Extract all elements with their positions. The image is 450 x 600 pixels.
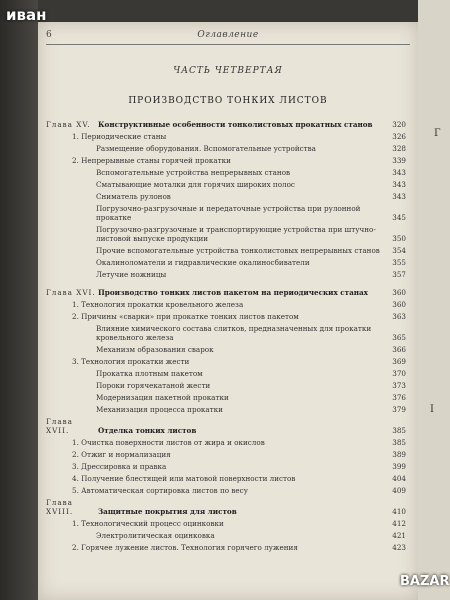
toc-page-number: 360 bbox=[392, 300, 406, 309]
toc-page-number: 343 bbox=[392, 168, 406, 177]
toc-page-number: 320 bbox=[392, 120, 406, 129]
toc-page-number: 410 bbox=[392, 507, 406, 516]
toc-entry-text: 3. Дрессировка и правка bbox=[72, 462, 167, 471]
toc-chapter-row bbox=[46, 417, 406, 435]
toc-page-number: 399 bbox=[392, 462, 406, 471]
toc-page-number: 365 bbox=[392, 333, 406, 342]
table-of-contents bbox=[46, 120, 406, 555]
toc-page-number: 385 bbox=[392, 438, 406, 447]
toc-page-number: 376 bbox=[392, 393, 406, 402]
toc-entry-row bbox=[46, 462, 406, 471]
toc-entry-row bbox=[46, 156, 406, 165]
chapter-label: Глава XVIII. bbox=[46, 498, 74, 516]
toc-page-number: 343 bbox=[392, 180, 406, 189]
page-number: 6 bbox=[46, 30, 52, 40]
adjacent-page-fragment: I bbox=[430, 404, 434, 415]
toc-chapter-row bbox=[46, 498, 406, 516]
toc-entry-row bbox=[46, 450, 406, 459]
toc-entry-text: 2. Причины «сварки» при прокатке тонких листов пакетом bbox=[72, 312, 299, 321]
book-binding-shadow bbox=[0, 0, 38, 600]
toc-entry-row bbox=[46, 357, 406, 366]
toc-entry-row bbox=[46, 474, 406, 483]
chapter-name: Отделка тонких листов bbox=[98, 426, 197, 435]
toc-entry-row bbox=[46, 543, 406, 552]
toc-entry-row bbox=[46, 405, 406, 414]
toc-entry-text: Погрузочно-разгрузочные и транспортирующие устройства при штучно-листовой выпуске продукции bbox=[96, 225, 376, 243]
toc-page-number: 421 bbox=[392, 531, 406, 540]
toc-entry-text: 5. Автоматическая сортировка листов по весу bbox=[72, 486, 248, 495]
toc-entry-row bbox=[46, 180, 406, 189]
toc-entry-text: Погрузочно-разгрузочные и передаточные устройства при рулонной прокатке bbox=[96, 204, 361, 222]
toc-entry-row bbox=[46, 519, 406, 528]
toc-page-number: 363 bbox=[392, 312, 406, 321]
toc-entry-text: 1. Очистка поверхности листов от жира и окислов bbox=[72, 438, 265, 447]
toc-entry-text bbox=[46, 120, 384, 129]
watermark-text: иван bbox=[6, 6, 47, 24]
toc-page-number: 423 bbox=[392, 543, 406, 552]
toc-entry-row bbox=[46, 312, 406, 321]
chapter-label: Глава XVII. bbox=[46, 417, 73, 435]
toc-entry-row bbox=[46, 270, 406, 279]
toc-entry-text: 1. Периодические станы bbox=[72, 132, 167, 141]
toc-page-number: 409 bbox=[392, 486, 406, 495]
toc-entry-row bbox=[46, 168, 406, 177]
toc-entry-row bbox=[46, 381, 406, 390]
section-title: ПРОИЗВОДСТВО ТОНКИХ ЛИСТОВ bbox=[128, 96, 328, 106]
toc-entry-text: 2. Горячее лужение листов. Технология горячего лужения bbox=[72, 543, 298, 552]
toc-entry-text: Механизм образования сварок bbox=[96, 345, 214, 354]
toc-entry-text: 2. Отжиг и нормализация bbox=[72, 450, 171, 459]
toc-entry-row bbox=[46, 225, 406, 243]
toc-entry-row bbox=[46, 324, 406, 342]
toc-page-number: 389 bbox=[392, 450, 406, 459]
chapter-name: Конструктивные особенности тонколистовых прокатных станов bbox=[98, 120, 373, 129]
adjacent-page-fragment: Г bbox=[434, 128, 441, 139]
running-title: Оглавление bbox=[197, 30, 259, 40]
toc-page-number: 345 bbox=[392, 213, 406, 222]
chapter-label: Глава XVI. bbox=[46, 288, 96, 297]
toc-entry-text bbox=[46, 417, 384, 435]
toc-page-number: 366 bbox=[392, 345, 406, 354]
toc-page-number: 385 bbox=[392, 426, 406, 435]
toc-entry-text: Вспомогательные устройства непрерывных станов bbox=[96, 168, 291, 177]
toc-entry-text: Прокатка плотным пакетом bbox=[96, 369, 203, 378]
toc-entry-row bbox=[46, 204, 406, 222]
toc-entry-row bbox=[46, 438, 406, 447]
toc-entry-row bbox=[46, 300, 406, 309]
site-logo: BAZAR bbox=[400, 574, 450, 589]
toc-page-number: 326 bbox=[392, 132, 406, 141]
toc-entry-row bbox=[46, 132, 406, 141]
toc-page-number: 357 bbox=[392, 270, 406, 279]
toc-entry-row bbox=[46, 531, 406, 540]
toc-page-number: 339 bbox=[392, 156, 406, 165]
toc-chapter-row bbox=[46, 120, 406, 129]
toc-entry-row bbox=[46, 258, 406, 267]
chapter-name: Защитные покрытия для листов bbox=[98, 507, 237, 516]
toc-entry-text: 3. Технология прокатки жести bbox=[72, 357, 190, 366]
toc-page-number: 412 bbox=[392, 519, 406, 528]
toc-entry-text: Электролитическая оцинковка bbox=[96, 531, 215, 540]
toc-entry-text: Летучие ножницы bbox=[96, 270, 167, 279]
toc-page-number: 404 bbox=[392, 474, 406, 483]
toc-entry-row bbox=[46, 393, 406, 402]
toc-entry-row bbox=[46, 486, 406, 495]
toc-entry-text: 2. Непрерывные станы горячей прокатки bbox=[72, 156, 231, 165]
toc-page-number: 350 bbox=[392, 234, 406, 243]
toc-entry-text: Механизация процесса прокатки bbox=[96, 405, 223, 414]
toc-page-number: 343 bbox=[392, 192, 406, 201]
toc-entry-row bbox=[46, 192, 406, 201]
running-header bbox=[46, 28, 410, 45]
toc-entry-text: Сматывающие моталки для горячих широких полос bbox=[96, 180, 295, 189]
toc-page-number: 328 bbox=[392, 144, 406, 153]
chapter-label: Глава XV. bbox=[46, 120, 91, 129]
toc-entry-text: Прочие вспомогательные устройства тонколистовых непрерывных станов bbox=[96, 246, 380, 255]
toc-entry-text: 4. Получение блестящей или матовой поверхности листов bbox=[72, 474, 296, 483]
toc-entry-text bbox=[46, 498, 384, 516]
part-title: ЧАСТЬ ЧЕТВЕРТАЯ bbox=[173, 66, 283, 76]
toc-page-number: 369 bbox=[392, 357, 406, 366]
toc-entry-row bbox=[46, 369, 406, 378]
toc-entry-row bbox=[46, 345, 406, 354]
toc-entry-text bbox=[46, 288, 384, 297]
toc-entry-text: Окалиноломатели и гидравлические окалиносбиватели bbox=[96, 258, 310, 267]
toc-entry-row bbox=[46, 144, 406, 153]
adjacent-page bbox=[418, 0, 450, 600]
toc-page-number: 379 bbox=[392, 405, 406, 414]
toc-chapter-row bbox=[46, 288, 406, 297]
toc-page-number: 370 bbox=[392, 369, 406, 378]
toc-page-number: 355 bbox=[392, 258, 406, 267]
toc-entry-text: Сниматель рулонов bbox=[96, 192, 171, 201]
toc-entry-row bbox=[46, 246, 406, 255]
toc-page-number: 354 bbox=[392, 246, 406, 255]
chapter-name: Производство тонких листов пакетом на периодических станах bbox=[98, 288, 368, 297]
book-page bbox=[38, 22, 418, 600]
toc-entry-text: Размещение оборудования. Вспомогательные устройства bbox=[96, 144, 316, 153]
toc-page-number: 360 bbox=[392, 288, 406, 297]
toc-page-number: 373 bbox=[392, 381, 406, 390]
toc-entry-text: 1. Технология прокатки кровельного железа bbox=[72, 300, 244, 309]
toc-entry-text: Пороки горячекатаной жести bbox=[96, 381, 211, 390]
toc-entry-text: Модернизация пакетной прокатки bbox=[96, 393, 229, 402]
toc-entry-text: 1. Технологический процесс оцинковки bbox=[72, 519, 224, 528]
toc-entry-text: Влияние химического состава слитков, предназначенных для прокатки кровельного железа bbox=[96, 324, 372, 342]
